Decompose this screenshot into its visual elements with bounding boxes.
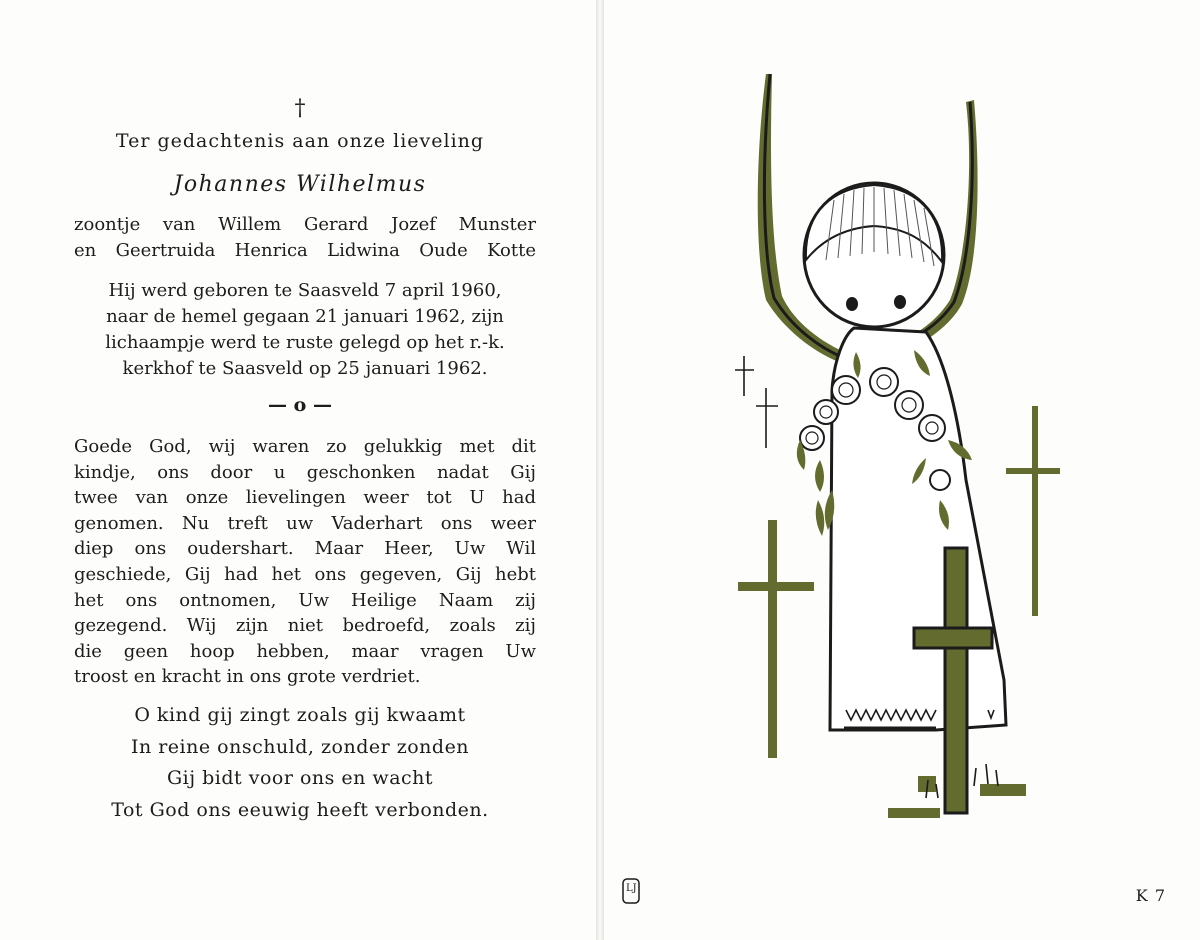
poem-line: O kind gij zingt zoals gij kwaamt	[134, 704, 466, 726]
deceased-name: Johannes Wilhelmus	[173, 172, 427, 197]
text-line: zoontje van Willem Gerard Jozef Munster	[74, 214, 536, 235]
text-line: gezegend. Wij zijn niet bedroefd, zoals zij	[74, 615, 536, 637]
text-line: troost en kracht in ons grote verdriet.	[74, 666, 421, 688]
text-line: genomen. Nu treft uw Vaderhart ons weer	[74, 512, 536, 534]
left-eye	[846, 297, 858, 311]
poem-line: Gij bidt voor ons en wacht	[166, 767, 434, 789]
poem-block	[60, 700, 540, 826]
publisher-logo	[622, 878, 640, 908]
intro-line: Ter gedachtenis aan onze lieveling	[115, 130, 485, 152]
parents-block	[74, 212, 536, 264]
memorial-text-card	[0, 0, 596, 940]
right-eye	[894, 295, 906, 309]
angel-illustration	[704, 60, 1064, 830]
text-line: kerkhof te Saasveld op 25 januari 1962.	[122, 358, 488, 379]
text-line: het ons ontnomen, Uw Heilige Naam zij	[74, 589, 536, 611]
text-line: diep ons oudershart. Maar Heer, Uw Wil	[74, 538, 536, 560]
birth-death-block	[74, 278, 536, 382]
text-line: Hij werd geboren te Saasveld 7 april 1960,	[108, 280, 502, 301]
publisher-logo-text: LJ	[626, 883, 637, 894]
small-crosses	[735, 356, 778, 448]
text-line: geschiede, Gij had het ons gegeven, Gij hebt	[74, 563, 536, 585]
text-line: twee van onze lievelingen weer tot U had	[74, 487, 536, 509]
text-line: en Geertruida Henrica Lidwina Oude Kotte	[74, 240, 536, 261]
poem-line: Tot God ons eeuwig heeft verbonden.	[111, 798, 489, 821]
text-line: kindje, ons door u geschonken nadat Gij	[74, 461, 536, 483]
text-line: die geen hoop hebben, maar vragen Uw	[74, 640, 536, 662]
divider-ornament: — o —	[268, 394, 332, 416]
prayer-block	[74, 434, 536, 690]
illustration-card	[604, 0, 1200, 940]
cross-symbol: †	[294, 96, 306, 121]
text-line: lichaampje werd te ruste gelegd op het r.-k.	[105, 332, 505, 353]
card-fold	[596, 0, 604, 940]
text-line: Goede God, wij waren zo gelukkig met dit	[74, 436, 536, 457]
text-line: naar de hemel gegaan 21 januari 1962, zijn	[106, 306, 504, 327]
poem-line: In reine onschuld, zonder zonden	[130, 735, 470, 758]
card-code: K 7	[1135, 886, 1166, 905]
